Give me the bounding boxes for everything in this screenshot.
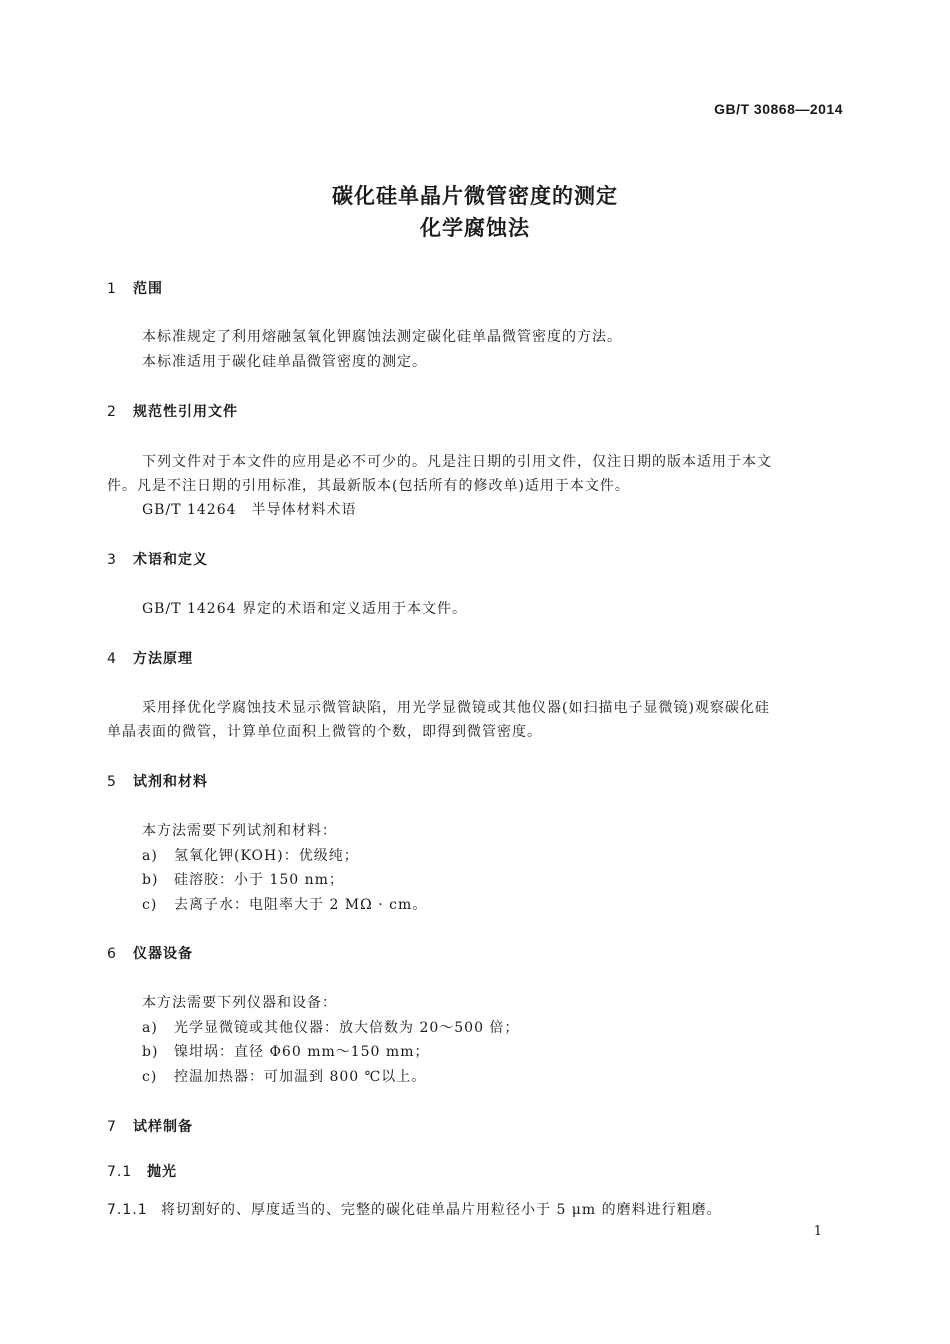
section-2-heading xyxy=(107,401,238,421)
section-5-heading xyxy=(107,771,208,791)
section-3-heading xyxy=(107,549,208,569)
list-marker: a) xyxy=(142,848,158,864)
list-text: 光学显微镜或其他仪器：放大倍数为 20～500 倍； xyxy=(174,1020,520,1036)
section-number: 4 xyxy=(107,651,117,667)
section-6-heading xyxy=(107,943,193,963)
section-1-paragraph-2: 本标准适用于碳化硅单晶微管密度的测定。 xyxy=(142,354,427,370)
section-1-heading xyxy=(107,278,163,298)
section-number: 6 xyxy=(107,946,117,962)
section-title: 仪器设备 xyxy=(133,946,193,962)
section-2-reference: GB/T 14264 半导体材料术语 xyxy=(142,502,357,518)
section-2-paragraph-line-1: 下列文件对于本文件的应用是必不可少的。凡是注日期的引用文件，仅注日期的版本适用于本文 xyxy=(142,454,772,470)
section-title: 试样制备 xyxy=(133,1119,193,1135)
section-number: 2 xyxy=(107,404,117,420)
section-title: 术语和定义 xyxy=(133,552,208,568)
section-number: 1 xyxy=(107,281,117,297)
list-text: 镍坩埚：直径 Φ60 mm～150 mm； xyxy=(174,1044,430,1060)
list-item xyxy=(142,894,427,914)
list-marker: c) xyxy=(142,1069,158,1085)
list-item xyxy=(142,1041,429,1061)
document-title-line2: 化学腐蚀法 xyxy=(420,216,530,240)
section-title: 方法原理 xyxy=(133,651,193,667)
section-title: 规范性引用文件 xyxy=(133,404,238,420)
section-7-1-heading xyxy=(107,1161,177,1181)
list-text: 控温加热器：可加温到 800 ℃以上。 xyxy=(174,1069,427,1085)
section-number: 3 xyxy=(107,552,117,568)
section-7-heading xyxy=(107,1116,193,1136)
section-5-intro: 本方法需要下列试剂和材料： xyxy=(142,823,337,839)
list-marker: b) xyxy=(142,1044,159,1060)
list-marker: b) xyxy=(142,872,159,888)
page-number: 1 xyxy=(813,1224,822,1239)
section-2-paragraph-line-2: 件。凡是不注日期的引用标准，其最新版本(包括所有的修改单)适用于本文件。 xyxy=(107,478,630,494)
list-item xyxy=(142,1066,426,1086)
section-1-paragraph-1: 本标准规定了利用熔融氢氧化钾腐蚀法测定碳化硅单晶微管密度的方法。 xyxy=(142,329,622,345)
list-item xyxy=(142,845,359,865)
standard-number: GB/T 30868—2014 xyxy=(714,101,843,117)
section-3-paragraph: GB/T 14264 界定的术语和定义适用于本文件。 xyxy=(142,601,467,617)
section-title: 试剂和材料 xyxy=(133,774,208,790)
list-item xyxy=(142,1017,519,1037)
list-text: 去离子水：电阻率大于 2 MΩ · cm。 xyxy=(174,897,428,913)
section-number: 5 xyxy=(107,774,117,790)
section-6-intro: 本方法需要下列仪器和设备： xyxy=(142,995,337,1011)
list-marker: a) xyxy=(142,1020,158,1036)
list-marker: c) xyxy=(142,897,158,913)
subsection-number: 7.1 xyxy=(107,1164,133,1180)
section-7-1-1-clause xyxy=(107,1199,722,1219)
document-title-line1: 碳化硅单晶片微管密度的测定 xyxy=(332,184,618,208)
clause-text: 将切割好的、厚度适当的、完整的碳化硅单晶片用粒径小于 5 μm 的磨料进行粗磨。 xyxy=(161,1202,722,1218)
list-item xyxy=(142,869,344,889)
section-number: 7 xyxy=(107,1119,117,1135)
section-title: 范围 xyxy=(133,281,163,297)
list-text: 硅溶胶：小于 150 nm； xyxy=(174,872,344,888)
section-4-heading xyxy=(107,648,193,668)
subsection-title: 抛光 xyxy=(147,1164,177,1180)
section-4-paragraph-line-2: 单晶表面的微管，计算单位面积上微管的个数，即得到微管密度。 xyxy=(107,724,542,740)
section-4-paragraph-line-1: 采用择优化学腐蚀技术显示微管缺陷，用光学显微镜或其他仪器(如扫描电子显微镜)观察碳化硅 xyxy=(142,700,770,716)
list-text: 氢氧化钾(KOH)：优级纯； xyxy=(174,848,359,864)
clause-number: 7.1.1 xyxy=(107,1202,148,1218)
